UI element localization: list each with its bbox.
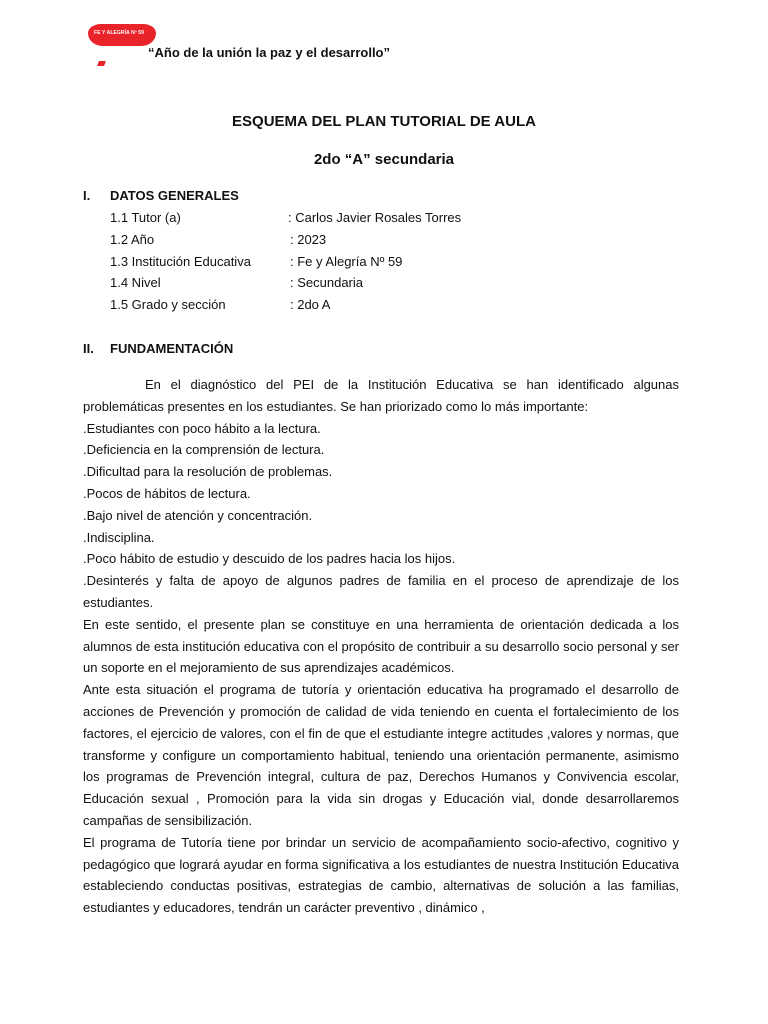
data-value: : Secundaria xyxy=(290,275,363,290)
document-title: ESQUEMA DEL PLAN TUTORIAL DE AULA xyxy=(232,113,536,130)
data-value: : 2023 xyxy=(290,232,327,247)
data-row-year xyxy=(110,232,327,250)
school-logo xyxy=(88,24,156,46)
paragraph: El programa de Tutoría tiene por brindar un servicio de acompañamiento socio-afectivo, cognitivo y pedagógico que logrará ayudar en forma significativa a los estudiantes de nuestra Institución Educativa estableciendo conductas positivas, estrategias de cambio, alternativas de solución a las familias, estudiantes y educadores, tendrán un carácter preventivo , dinámico , xyxy=(83,834,679,916)
section-heading-datos-generales xyxy=(83,188,239,203)
data-value: : Fe y Alegría Nº 59 xyxy=(290,254,403,269)
data-value: : Carlos Javier Rosales Torres xyxy=(288,210,462,225)
paragraph: En este sentido, el presente plan se constituye en una herramienta de orientación dedicada a los alumnos de esta institución educativa con el propósito de contribuir a su desarrollo socio personal y ser un soporte en el mejoramiento de sus aprendizajes académicos. xyxy=(83,616,679,676)
document-subtitle: 2do “A” secundaria xyxy=(313,151,455,168)
data-row-grade xyxy=(110,297,331,315)
section-number: I. xyxy=(83,188,91,203)
data-row-level xyxy=(110,275,363,293)
data-label: 1.4 Nivel xyxy=(110,275,161,290)
section-title: FUNDAMENTACIÓN xyxy=(110,341,234,356)
section-body xyxy=(83,374,679,919)
data-label: 1.5 Grado y sección xyxy=(110,297,226,312)
list-item: .Estudiantes con poco hábito a la lectura. xyxy=(83,420,321,436)
section-heading-fundamentacion xyxy=(83,341,233,356)
data-row-tutor xyxy=(110,210,462,228)
section-number: II. xyxy=(83,341,94,356)
list-item: .Bajo nivel de atención y concentración. xyxy=(83,507,313,523)
data-label: 1.1 Tutor (a) xyxy=(110,210,181,225)
list-item: .Dificultad para la resolución de problemas. xyxy=(83,464,333,480)
list-item: .Desinterés y falta de apoyo de algunos padres de familia en el proceso de aprendizaje de los estudiantes. xyxy=(83,573,679,610)
year-motto: “Año de la unión la paz y el desarrollo” xyxy=(148,45,390,60)
data-value: : 2do A xyxy=(290,297,331,312)
paragraph: En el diagnóstico del PEI de la Institución Educativa se han identificado algunas problemáticas presentes en los estudiantes. Se han priorizado como lo más importante: xyxy=(83,377,679,414)
list-item: .Pocos de hábitos de lectura. xyxy=(83,485,251,501)
logo-mark-icon xyxy=(97,61,106,66)
data-row-institution xyxy=(110,254,403,272)
data-label: 1.2 Año xyxy=(110,232,155,247)
list-item: .Deficiencia en la comprensión de lectura. xyxy=(83,442,325,458)
data-label: 1.3 Institución Educativa xyxy=(110,254,251,269)
logo-text: FE Y ALEGRÍA Nº 59 xyxy=(94,30,145,36)
list-item: .Indisciplina. xyxy=(83,529,155,545)
paragraph: Ante esta situación el programa de tutoría y orientación educativa ha programado el desarrollo de acciones de Prevención y promoción de calidad de vida teniendo en cuenta el fortalecimiento de los factores, el ejercicio de valores, con el fin de que el estudiante integre actitudes ,valores y normas, que transforme y configure un comportamiento habitual, teniendo una orientación permanente, asimismo los programas de Prevención integral, cultura de paz, Derechos Humanos y Convivencia escolar, Educación sexual , Promoción para la vida sin drogas y Educación vial, donde desarrollaremos campañas de sensibilización. xyxy=(83,682,679,828)
section-title: DATOS GENERALES xyxy=(110,188,239,203)
list-item: .Poco hábito de estudio y descuido de los padres hacia los hijos. xyxy=(83,551,456,567)
